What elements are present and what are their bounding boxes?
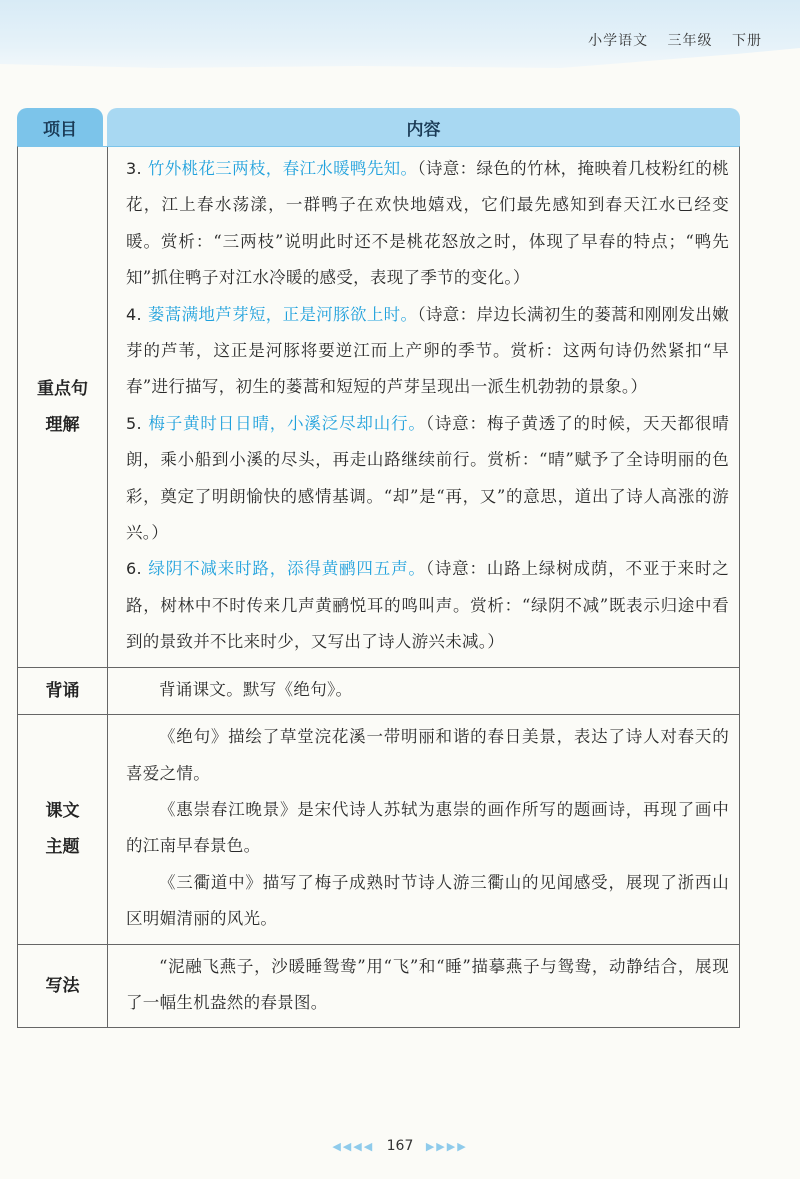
summary-table (17, 108, 740, 1028)
row-content-theme (108, 715, 739, 943)
item-number: 3. (126, 159, 142, 178)
key-sentence-item (126, 551, 729, 660)
poem-quote: 绿阴不减来时路，添得黄鹂四五声。 (147, 559, 426, 579)
key-sentence-item (126, 151, 729, 297)
theme-paragraph: 《惠崇春江晚景》是宋代诗人苏轼为惠崇的画作所写的题画诗，再现了画中的江南早春景色。 (126, 799, 729, 856)
row-label-theme (18, 715, 108, 943)
row-label-recite: 背诵 (18, 668, 108, 714)
key-sentence-item (126, 406, 729, 552)
quote-explanation: （诗意：绿色的竹林，掩映着几枝粉红的桃花，江上春水荡漾，一群鸭子在欢快地嬉戏，它们最先感知到春天江水已经变暖。赏析：“三两枝”说明此时还不是桃花怒放之时，体现了早春的特点；“鸭先知”抓住鸭子对江水冷暖的感受，表现了季节的变化。） (126, 159, 729, 288)
poem-quote: 竹外桃花三两枝，春江水暖鸭先知。 (147, 159, 418, 178)
item-number: 4. (126, 304, 142, 324)
quote-explanation: （诗意：梅子黄透了的时候，天天都很晴朗，乘小船到小溪的尽头，再走山路继续前行。赏析：“晴”赋予了全诗明丽的色彩，奠定了明朗愉快的感情基调。“却”是“再，又”的意思，道出了诗人高涨的游兴。） (126, 413, 729, 543)
row-label-line: 重点句 (37, 378, 88, 399)
right-arrows-decoration: ▶▶▶▶ (425, 1140, 468, 1153)
page-number: 167 (386, 1138, 414, 1154)
column-header-item: 项目 (17, 108, 103, 146)
row-content-key-sentences (108, 147, 739, 667)
row-label-line: 主题 (45, 837, 80, 858)
table-header (17, 108, 740, 146)
row-label-writing: 写法 (18, 945, 108, 1028)
key-sentence-item (126, 297, 729, 406)
table-body (17, 146, 740, 1028)
row-content-writing (108, 945, 739, 1028)
poem-quote: 梅子黄时日日晴，小溪泛尽却山行。 (147, 413, 426, 433)
left-arrows-decoration: ◀◀◀◀ (332, 1140, 375, 1153)
header-volume: 下册 (732, 33, 762, 49)
running-header (574, 30, 762, 50)
row-label-key-sentences (18, 147, 108, 667)
item-number: 6. (126, 559, 142, 579)
table-row-key-sentences (18, 147, 739, 667)
quote-explanation: （诗意：岸边长满初生的蒌蒿和刚刚发出嫩芽的芦苇，这正是河豚将要逆江而上产卵的季节。赏析：这两句诗仍然紧扣“早春”进行描写，初生的蒌蒿和短短的芦芽呈现出一派生机勃勃的景象。） (126, 304, 729, 397)
table-row-writing (18, 944, 739, 1028)
item-number: 5. (126, 413, 142, 433)
row-label-line: 理解 (45, 414, 80, 435)
header-grade: 三年级 (667, 33, 713, 49)
poem-quote: 蒌蒿满地芦芽短，正是河豚欲上时。 (147, 304, 418, 324)
header-subject: 小学语文 (588, 33, 649, 49)
theme-paragraph: 《三衢道中》描写了梅子成熟时节诗人游三衢山的见闻感受，展现了浙西山区明媚清丽的风光。 (126, 872, 729, 929)
quote-explanation: （诗意：山路上绿树成荫，不亚于来时之路，树林中不时传来几声黄鹂悦耳的鸣叫声。赏析：“绿阴不减”既表示归途中看到的景致并不比来时少，又写出了诗人游兴未减。） (126, 559, 729, 652)
row-content-recite (108, 668, 739, 714)
table-row-recite (18, 667, 739, 714)
theme-paragraph: 《绝句》描绘了草堂浣花溪一带明丽和谐的春日美景，表达了诗人对春天的喜爱之情。 (126, 727, 729, 783)
column-header-content: 内容 (107, 108, 740, 146)
row-label-line: 课文 (45, 801, 80, 822)
page-footer (0, 1138, 800, 1154)
table-row-theme (18, 714, 739, 943)
recite-text: 背诵课文。默写《绝句》。 (159, 679, 353, 699)
writing-text: “泥融飞燕子，沙暖睡鸳鸯”用“飞”和“睡”描摹燕子与鸳鸯，动静结合，展现了一幅生机盎然的春景图。 (126, 956, 729, 1012)
